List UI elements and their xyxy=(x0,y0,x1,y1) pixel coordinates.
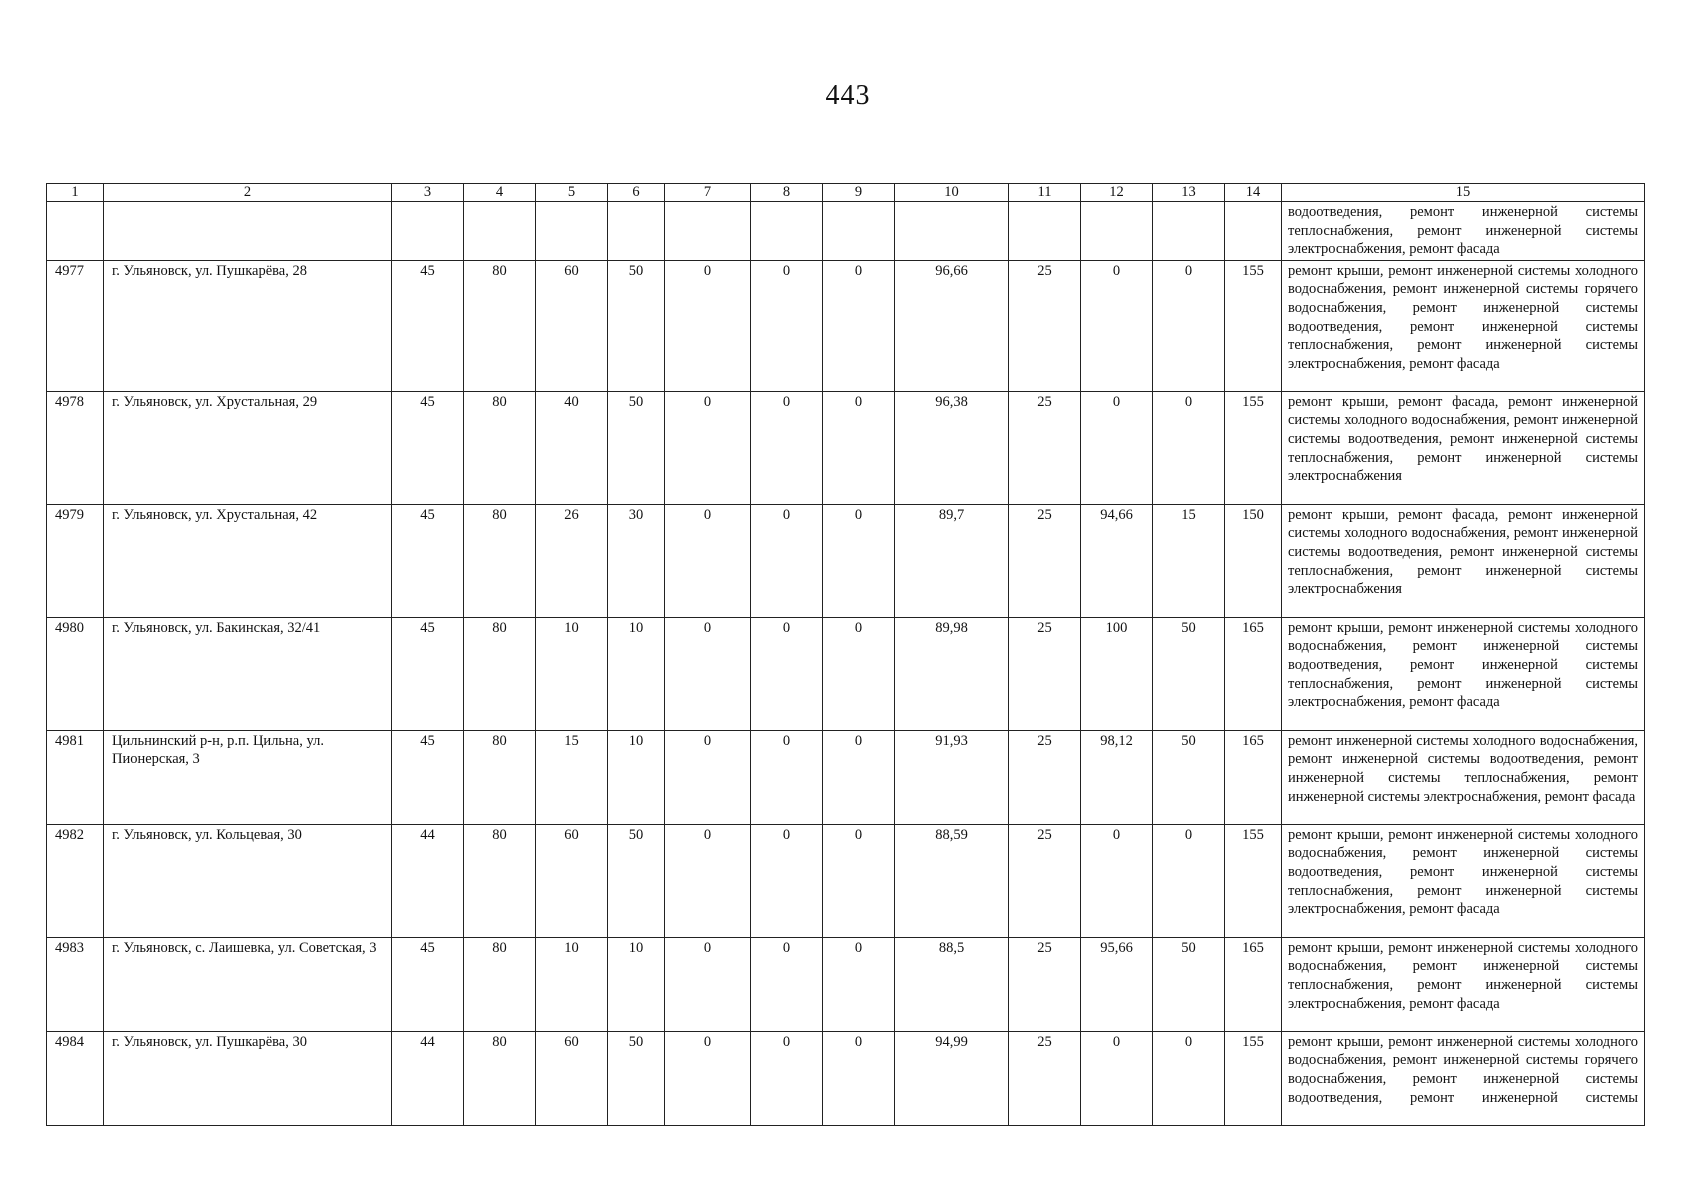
value-cell: 0 xyxy=(751,730,823,824)
column-header: 4 xyxy=(464,184,536,202)
value-cell: 0 xyxy=(1153,260,1225,391)
address-cell: г. Ульяновск, ул. Пушкарёва, 28 xyxy=(104,260,392,391)
works-cell: ремонт крыши, ремонт инженерной системы холодного водоснабжения, ремонт инженерной системы теплоснабжения, ремонт инженерной системы электроснабжения, ремонт фасада xyxy=(1282,937,1645,1031)
value-cell: 10 xyxy=(608,617,665,730)
value-cell: 0 xyxy=(823,824,895,937)
header-row xyxy=(47,184,1645,202)
value-cell: 15 xyxy=(536,730,608,824)
empty-cell xyxy=(464,202,536,261)
table-row xyxy=(47,260,1645,391)
value-cell: 80 xyxy=(464,1031,536,1125)
value-cell: 80 xyxy=(464,937,536,1031)
column-header: 1 xyxy=(47,184,104,202)
row-number-cell: 4980 xyxy=(47,617,104,730)
value-cell: 89,98 xyxy=(895,617,1009,730)
row-number-cell: 4981 xyxy=(47,730,104,824)
value-cell: 80 xyxy=(464,504,536,617)
value-cell: 0 xyxy=(665,937,751,1031)
value-cell: 0 xyxy=(823,617,895,730)
value-cell: 0 xyxy=(1153,391,1225,504)
column-header: 7 xyxy=(665,184,751,202)
works-cell: ремонт крыши, ремонт фасада, ремонт инженерной системы холодного водоснабжения, ремонт инженерной системы водоотведения, ремонт инженерной системы теплоснабжения, ремонт инженерной системы электроснабжения xyxy=(1282,391,1645,504)
value-cell: 0 xyxy=(665,260,751,391)
value-cell: 155 xyxy=(1225,391,1282,504)
value-cell: 0 xyxy=(1153,1031,1225,1125)
table-row xyxy=(47,730,1645,824)
value-cell: 50 xyxy=(1153,617,1225,730)
column-header: 10 xyxy=(895,184,1009,202)
value-cell: 50 xyxy=(1153,730,1225,824)
value-cell: 155 xyxy=(1225,1031,1282,1125)
value-cell: 0 xyxy=(751,260,823,391)
value-cell: 89,7 xyxy=(895,504,1009,617)
empty-cell xyxy=(1009,202,1081,261)
value-cell: 0 xyxy=(665,504,751,617)
value-cell: 45 xyxy=(392,504,464,617)
value-cell: 0 xyxy=(751,824,823,937)
empty-cell xyxy=(1153,202,1225,261)
empty-cell xyxy=(608,202,665,261)
value-cell: 45 xyxy=(392,391,464,504)
empty-cell xyxy=(392,202,464,261)
value-cell: 155 xyxy=(1225,260,1282,391)
value-cell: 80 xyxy=(464,617,536,730)
row-number-cell: 4977 xyxy=(47,260,104,391)
value-cell: 0 xyxy=(823,391,895,504)
value-cell: 25 xyxy=(1009,730,1081,824)
value-cell: 80 xyxy=(464,391,536,504)
value-cell: 40 xyxy=(536,391,608,504)
value-cell: 0 xyxy=(665,617,751,730)
value-cell: 50 xyxy=(608,1031,665,1125)
value-cell: 50 xyxy=(608,824,665,937)
value-cell: 0 xyxy=(751,617,823,730)
value-cell: 0 xyxy=(751,937,823,1031)
value-cell: 50 xyxy=(1153,937,1225,1031)
value-cell: 10 xyxy=(608,730,665,824)
empty-cell xyxy=(1225,202,1282,261)
value-cell: 0 xyxy=(823,730,895,824)
column-header: 6 xyxy=(608,184,665,202)
value-cell: 96,66 xyxy=(895,260,1009,391)
value-cell: 60 xyxy=(536,260,608,391)
works-cell: ремонт крыши, ремонт фасада, ремонт инженерной системы холодного водоснабжения, ремонт инженерной системы водоотведения, ремонт инженерной системы теплоснабжения, ремонт инженерной системы электроснабжения xyxy=(1282,504,1645,617)
value-cell: 25 xyxy=(1009,824,1081,937)
value-cell: 96,38 xyxy=(895,391,1009,504)
value-cell: 0 xyxy=(665,824,751,937)
value-cell: 15 xyxy=(1153,504,1225,617)
address-cell: г. Ульяновск, ул. Бакинская, 32/41 xyxy=(104,617,392,730)
empty-cell xyxy=(895,202,1009,261)
value-cell: 100 xyxy=(1081,617,1153,730)
value-cell: 0 xyxy=(823,937,895,1031)
works-cell: водоотведения, ремонт инженерной системы теплоснабжения, ремонт инженерной системы электроснабжения, ремонт фасада xyxy=(1282,202,1645,261)
value-cell: 80 xyxy=(464,260,536,391)
row-number-cell: 4979 xyxy=(47,504,104,617)
value-cell: 25 xyxy=(1009,504,1081,617)
value-cell: 0 xyxy=(823,1031,895,1125)
continuation-row xyxy=(47,202,1645,261)
value-cell: 94,99 xyxy=(895,1031,1009,1125)
column-header: 15 xyxy=(1282,184,1645,202)
value-cell: 88,59 xyxy=(895,824,1009,937)
empty-cell xyxy=(823,202,895,261)
value-cell: 0 xyxy=(751,504,823,617)
value-cell: 165 xyxy=(1225,617,1282,730)
value-cell: 45 xyxy=(392,937,464,1031)
page-number: 443 xyxy=(825,80,871,111)
table-row xyxy=(47,937,1645,1031)
value-cell: 30 xyxy=(608,504,665,617)
value-cell: 10 xyxy=(608,937,665,1031)
column-header: 13 xyxy=(1153,184,1225,202)
works-cell: ремонт крыши, ремонт инженерной системы холодного водоснабжения, ремонт инженерной системы водоотведения, ремонт инженерной системы теплоснабжения, ремонт инженерной системы электроснабжения, ремонт фасада xyxy=(1282,824,1645,937)
value-cell: 80 xyxy=(464,824,536,937)
table-row xyxy=(47,391,1645,504)
column-header: 5 xyxy=(536,184,608,202)
value-cell: 88,5 xyxy=(895,937,1009,1031)
value-cell: 10 xyxy=(536,617,608,730)
value-cell: 25 xyxy=(1009,937,1081,1031)
address-cell: Цильнинский р-н, р.п. Цильна, ул. Пионерская, 3 xyxy=(104,730,392,824)
value-cell: 50 xyxy=(608,260,665,391)
value-cell: 60 xyxy=(536,1031,608,1125)
address-cell: г. Ульяновск, ул. Хрустальная, 29 xyxy=(104,391,392,504)
value-cell: 45 xyxy=(392,730,464,824)
table-row xyxy=(47,504,1645,617)
empty-cell xyxy=(665,202,751,261)
value-cell: 0 xyxy=(751,1031,823,1125)
empty-cell xyxy=(536,202,608,261)
value-cell: 0 xyxy=(1081,1031,1153,1125)
value-cell: 165 xyxy=(1225,730,1282,824)
value-cell: 45 xyxy=(392,617,464,730)
empty-cell xyxy=(47,202,104,261)
address-cell: г. Ульяновск, ул. Пушкарёва, 30 xyxy=(104,1031,392,1125)
address-cell: г. Ульяновск, ул. Хрустальная, 42 xyxy=(104,504,392,617)
column-header: 2 xyxy=(104,184,392,202)
works-cell: ремонт крыши, ремонт инженерной системы холодного водоснабжения, ремонт инженерной системы водоотведения, ремонт инженерной системы теплоснабжения, ремонт инженерной системы электроснабжения, ремонт фасада xyxy=(1282,617,1645,730)
value-cell: 44 xyxy=(392,1031,464,1125)
value-cell: 0 xyxy=(823,504,895,617)
column-header: 11 xyxy=(1009,184,1081,202)
value-cell: 25 xyxy=(1009,1031,1081,1125)
value-cell: 155 xyxy=(1225,824,1282,937)
value-cell: 0 xyxy=(1081,260,1153,391)
column-header: 12 xyxy=(1081,184,1153,202)
value-cell: 0 xyxy=(1153,824,1225,937)
column-header: 14 xyxy=(1225,184,1282,202)
value-cell: 60 xyxy=(536,824,608,937)
value-cell: 26 xyxy=(536,504,608,617)
empty-cell xyxy=(751,202,823,261)
column-header: 8 xyxy=(751,184,823,202)
value-cell: 94,66 xyxy=(1081,504,1153,617)
value-cell: 80 xyxy=(464,730,536,824)
value-cell: 91,93 xyxy=(895,730,1009,824)
empty-cell xyxy=(1081,202,1153,261)
table-row xyxy=(47,824,1645,937)
table-row xyxy=(47,617,1645,730)
value-cell: 45 xyxy=(392,260,464,391)
value-cell: 44 xyxy=(392,824,464,937)
value-cell: 98,12 xyxy=(1081,730,1153,824)
value-cell: 10 xyxy=(536,937,608,1031)
value-cell: 0 xyxy=(751,391,823,504)
value-cell: 50 xyxy=(608,391,665,504)
value-cell: 0 xyxy=(1081,824,1153,937)
value-cell: 0 xyxy=(665,391,751,504)
value-cell: 95,66 xyxy=(1081,937,1153,1031)
works-cell: ремонт крыши, ремонт инженерной системы холодного водоснабжения, ремонт инженерной системы горячего водоснабжения, ремонт инженерной системы водоотведения, ремонт инженерной системы теплоснабжения, ремонт инженерной системы электроснабжения, ремонт фасада xyxy=(1282,260,1645,391)
value-cell: 0 xyxy=(665,1031,751,1125)
row-number-cell: 4978 xyxy=(47,391,104,504)
row-number-cell: 4983 xyxy=(47,937,104,1031)
works-cell: ремонт крыши, ремонт инженерной системы холодного водоснабжения, ремонт инженерной системы горячего водоснабжения, ремонт инженерной системы водоотведения, ремонт инженерной системы xyxy=(1282,1031,1645,1125)
value-cell: 25 xyxy=(1009,617,1081,730)
value-cell: 25 xyxy=(1009,260,1081,391)
row-number-cell: 4982 xyxy=(47,824,104,937)
works-cell: ремонт инженерной системы холодного водоснабжения, ремонт инженерной системы водоотведения, ремонт инженерной системы теплоснабжения, ремонт инженерной системы электроснабжения, ремонт фасада xyxy=(1282,730,1645,824)
address-cell: г. Ульяновск, ул. Кольцевая, 30 xyxy=(104,824,392,937)
register-table xyxy=(46,183,1645,1126)
empty-cell xyxy=(104,202,392,261)
value-cell: 150 xyxy=(1225,504,1282,617)
value-cell: 0 xyxy=(823,260,895,391)
value-cell: 0 xyxy=(1081,391,1153,504)
table-row xyxy=(47,1031,1645,1125)
column-header: 9 xyxy=(823,184,895,202)
value-cell: 0 xyxy=(665,730,751,824)
value-cell: 25 xyxy=(1009,391,1081,504)
row-number-cell: 4984 xyxy=(47,1031,104,1125)
value-cell: 165 xyxy=(1225,937,1282,1031)
table-body xyxy=(47,184,1645,1126)
column-header: 3 xyxy=(392,184,464,202)
address-cell: г. Ульяновск, с. Лаишевка, ул. Советская, 3 xyxy=(104,937,392,1031)
